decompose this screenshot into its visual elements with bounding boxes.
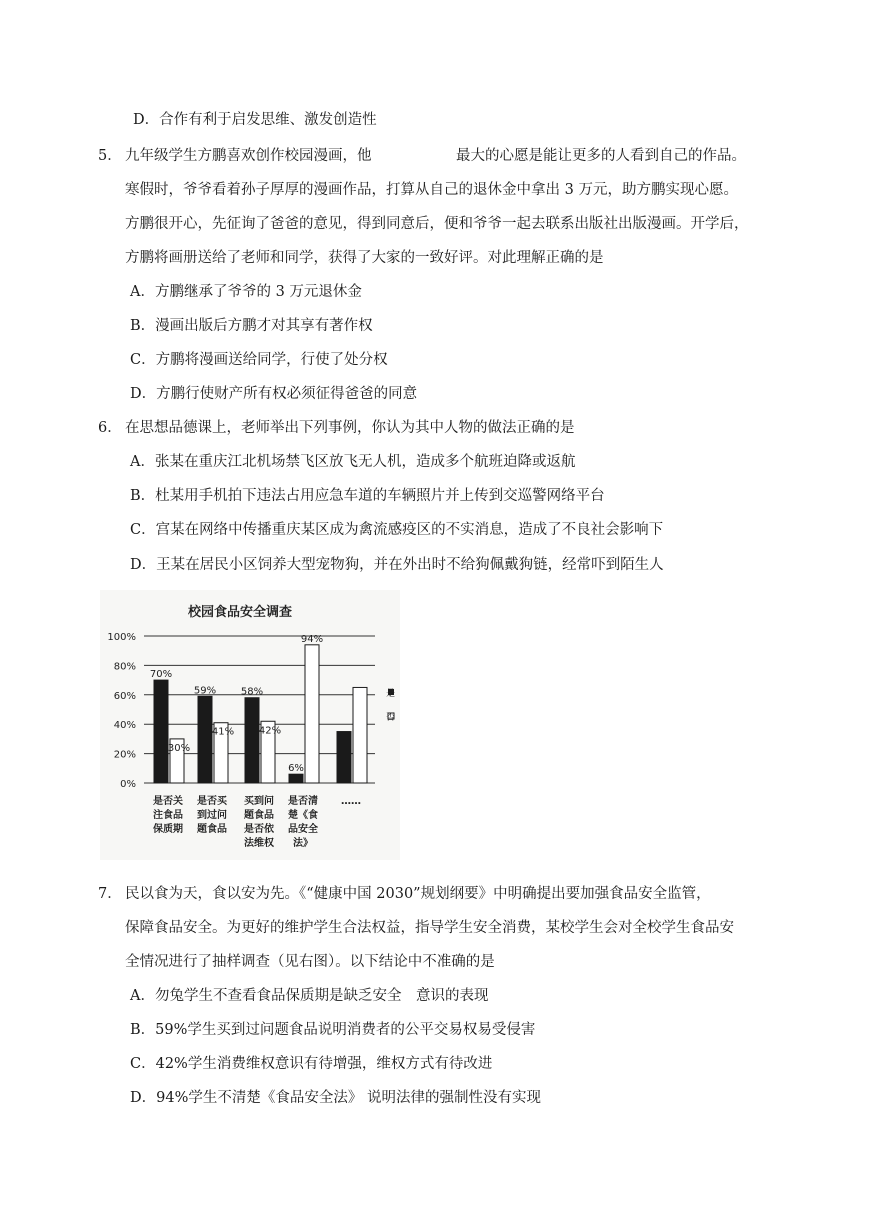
category-label: 是否清 xyxy=(288,796,318,807)
category-label: 题食品 xyxy=(244,810,274,821)
q7-number: 7． xyxy=(98,886,122,902)
q7-stem-line1: 民以食为天，食以安为先。《“健康中国 2030”规划纲要》中明确提出要加强食品安全监管， xyxy=(125,886,711,902)
q7-stem-line3: 全情况进行了抽样调查（见右图）。以下结论中不准确的是 xyxy=(125,954,495,970)
q6-option-b: B．杜某用手机拍下违法占用应急车道的车辆照片并上传到交巡警网络平台 xyxy=(130,488,605,504)
q6-option-a: A．张某在重庆江北机场禁飞区放飞无人机，造成多个航班迫降或返航 xyxy=(130,454,576,470)
data-label-no: 42% xyxy=(258,725,282,737)
y-tick-label: 100% xyxy=(107,632,136,643)
data-label-yes: 70% xyxy=(149,669,173,681)
y-tick-label: 40% xyxy=(113,720,136,732)
q4-option-d: D．合作有利于启发思维、激发创造性 xyxy=(133,112,377,128)
q6-option-c: C．宫某在网络中传播重庆某区成为禽流感疫区的不实消息，造成了不良社会影响下 xyxy=(130,522,664,538)
y-tick-label: 80% xyxy=(113,661,136,673)
data-label-yes: 6% xyxy=(288,763,304,775)
bar-yes xyxy=(198,696,212,783)
bar-yes xyxy=(337,732,351,783)
q5-stem-line3: 方鹏很开心，先征询了爸爸的意见，得到同意后，便和爷爷一起去联系出版社出版漫画。开学后， xyxy=(125,216,749,232)
chart-title: 校园食品安全调查 xyxy=(187,605,293,620)
category-label: 楚《食 xyxy=(288,810,318,821)
category-label: 注食品 xyxy=(153,810,183,821)
q5-number: 5． xyxy=(98,148,122,164)
q7-option-c: C．42%学生消费维权意识有待增强，维权方式有待改进 xyxy=(130,1056,493,1072)
data-label-no: 30% xyxy=(167,742,191,754)
q6-number: 6． xyxy=(98,420,122,436)
y-tick-label: 0% xyxy=(120,779,136,790)
q5-option-d: D．方鹏行使财产所有权必须征得爸爸的同意 xyxy=(130,386,418,402)
category-label: 保质期 xyxy=(153,824,183,835)
data-label-yes: 59% xyxy=(193,685,217,697)
q6-stem: 在思想品德课上，老师举出下列事例，你认为其中人物的做法正确的是 xyxy=(125,420,575,436)
q7-option-a: A．勿兔学生不查看食品保质期是缺乏安全 意识的表现 xyxy=(130,988,489,1004)
q7-stem-line2: 保障食品安全。为更好的维护学生合法权益，指导学生安全消费，某校学生会对全校学生食品安 xyxy=(125,920,734,936)
data-label-yes: 58% xyxy=(240,686,264,698)
y-tick-label: 20% xyxy=(113,749,136,761)
legend-label-yes: 是 xyxy=(385,689,395,699)
category-label: 是否关 xyxy=(153,796,183,807)
category-label: 是否依 xyxy=(244,824,274,835)
category-label: 买到问 xyxy=(244,796,274,807)
q5-option-c: C．方鹏将漫画送给同学，行使了处分权 xyxy=(130,352,388,368)
q5-option-a: A．方鹏继承了爷爷的 3 万元退休金 xyxy=(130,284,362,300)
legend-label-no: 否 xyxy=(385,713,395,723)
category-label: …… xyxy=(341,796,361,807)
category-label: 题食品 xyxy=(197,824,227,835)
category-label: 法维权 xyxy=(244,838,274,849)
q7-option-b: B．59%学生买到过问题食品说明消费者的公平交易权易受侵害 xyxy=(130,1022,536,1038)
q7-option-d: D．94%学生不清楚《食品安全法》 说明法律的强制性没有实现 xyxy=(130,1090,541,1106)
q6-option-d: D．王某在居民小区饲养大型宠物狗，并在外出时不给狗佩戴狗链，经常吓到陌生人 xyxy=(130,557,664,573)
q5-stem-line4: 方鹏将画册送给了老师和同学，获得了大家的一致好评。对此理解正确的是 xyxy=(125,250,604,266)
q5-option-b: B．漫画出版后方鹏才对其享有著作权 xyxy=(130,318,373,334)
bar-no xyxy=(353,687,367,783)
y-tick-label: 60% xyxy=(113,690,136,702)
q5-stem-line1a: 九年级学生方鹏喜欢创作校园漫画，他 xyxy=(125,148,372,164)
category-label: 是否买 xyxy=(197,796,227,807)
category-label: 法》 xyxy=(293,838,313,849)
food-safety-survey-chart xyxy=(100,590,400,860)
bar-no xyxy=(305,645,319,783)
data-label-no: 94% xyxy=(300,633,324,645)
data-label-no: 41% xyxy=(211,726,235,738)
category-label: 品安全 xyxy=(288,824,318,835)
bar-yes xyxy=(245,698,259,783)
bar-yes xyxy=(154,680,168,783)
bar-yes xyxy=(289,774,303,783)
q5-stem-line1b: 最大的心愿是能让更多的人看到自己的作品。 xyxy=(456,148,746,164)
q5-stem-line2: 寒假时，爷爷看着孙子厚厚的漫画作品，打算从自己的退休金中拿出 3 万元，助方鹏实现心愿。 xyxy=(125,182,738,198)
category-label: 到过问 xyxy=(197,810,227,821)
